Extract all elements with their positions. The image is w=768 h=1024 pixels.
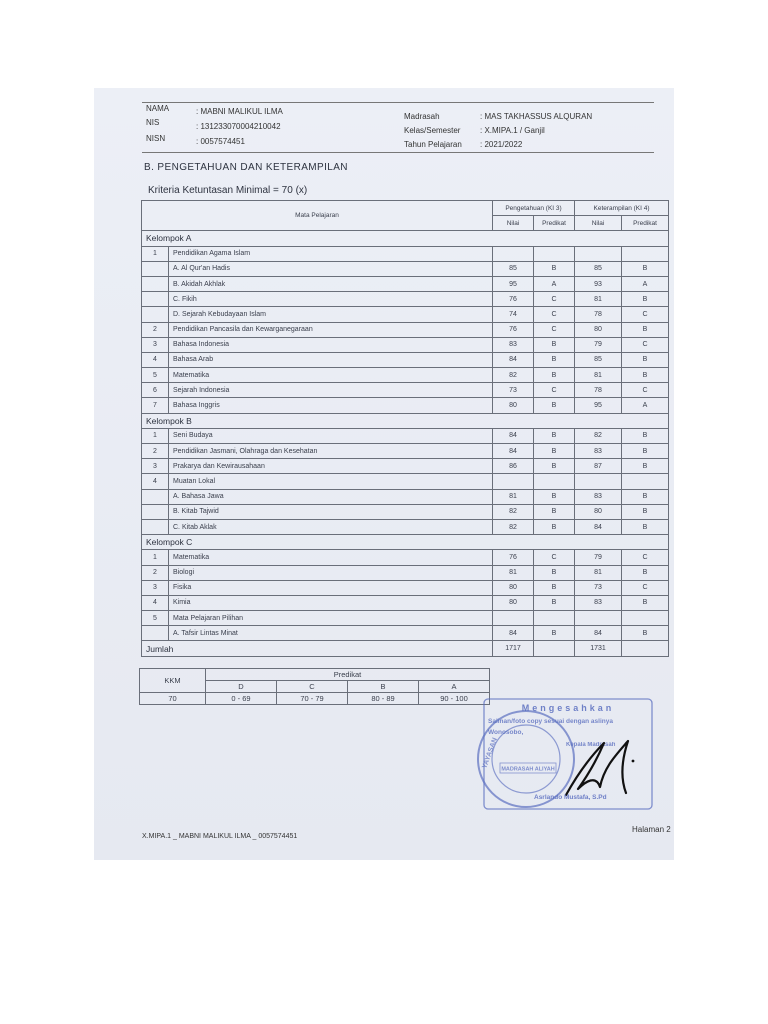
row-number xyxy=(142,292,169,307)
row-number: 1 xyxy=(142,550,169,565)
subject-row xyxy=(142,565,669,580)
subject-row xyxy=(142,504,669,519)
predikat-keterampilan: C xyxy=(622,383,669,398)
nilai-keterampilan: 95 xyxy=(575,398,622,413)
nilai-pengetahuan: 76 xyxy=(493,550,534,565)
nilai-keterampilan: 78 xyxy=(575,383,622,398)
subject-name: C. Fikih xyxy=(169,292,493,307)
subject-row xyxy=(142,307,669,322)
predikat-keterampilan: B xyxy=(622,626,669,641)
predikat-pengetahuan: B xyxy=(534,626,575,641)
row-number: 3 xyxy=(142,459,169,474)
predikat-keterampilan: B xyxy=(622,352,669,367)
predikat-pengetahuan: B xyxy=(534,504,575,519)
madrasah-value: : MAS TAKHASSUS ALQURAN xyxy=(480,112,593,121)
stamp-line-1: Salinan/foto copy sesuai dengan aslinya xyxy=(488,718,613,725)
jumlah-pengetahuan: 1717 xyxy=(493,641,534,656)
predikat-keterampilan: B xyxy=(622,489,669,504)
row-number: 4 xyxy=(142,352,169,367)
group-row xyxy=(142,413,669,428)
predikat-keterampilan: B xyxy=(622,565,669,580)
grade-a: A xyxy=(419,681,490,693)
row-number: 3 xyxy=(142,337,169,352)
tahun-value: : 2021/2022 xyxy=(480,140,523,149)
header-top-rule xyxy=(142,102,654,103)
signature xyxy=(566,741,628,795)
predikat-pengetahuan: B xyxy=(534,444,575,459)
row-number xyxy=(142,276,169,291)
nisn-label: NISN xyxy=(146,134,166,143)
predikat-keterampilan: B xyxy=(622,428,669,443)
subject-name: Biologi xyxy=(169,565,493,580)
row-number xyxy=(142,626,169,641)
subject-row xyxy=(142,474,669,489)
predikat-keterampilan xyxy=(622,611,669,626)
legalization-stamp xyxy=(476,697,656,812)
nilai-pengetahuan: 84 xyxy=(493,626,534,641)
subject-row xyxy=(142,292,669,307)
predikat-pengetahuan: A xyxy=(534,276,575,291)
nilai-pengetahuan: 81 xyxy=(493,489,534,504)
nilai-pengetahuan: 80 xyxy=(493,595,534,610)
predikat-keterampilan: C xyxy=(622,580,669,595)
jumlah-row xyxy=(142,641,669,656)
nilai-keterampilan xyxy=(575,611,622,626)
predikat-keterampilan: C xyxy=(622,337,669,352)
header-nilai-ki4: Nilai xyxy=(575,216,622,231)
nilai-keterampilan: 93 xyxy=(575,276,622,291)
header-keterampilan: Keterampilan (KI 4) xyxy=(575,201,669,216)
nilai-pengetahuan: 95 xyxy=(493,276,534,291)
nilai-pengetahuan: 86 xyxy=(493,459,534,474)
predikat-pengetahuan: B xyxy=(534,428,575,443)
predikat-pengetahuan: C xyxy=(534,292,575,307)
range-a: 90 - 100 xyxy=(419,693,490,705)
subject-name: Seni Budaya xyxy=(169,428,493,443)
row-number xyxy=(142,489,169,504)
predikat-pengetahuan: B xyxy=(534,352,575,367)
nilai-pengetahuan: 82 xyxy=(493,519,534,534)
subject-row xyxy=(142,611,669,626)
row-number xyxy=(142,261,169,276)
footer-text: X.MIPA.1 _ MABNI MALIKUL ILMA _ 0057574451 xyxy=(142,833,298,840)
group-b-label: Kelompok B xyxy=(142,413,669,428)
predikat-label: Predikat xyxy=(206,669,490,681)
stamp-inner-text: MADRASAH ALIYAH xyxy=(501,766,555,773)
group-row xyxy=(142,231,669,246)
subject-row xyxy=(142,246,669,261)
predikat-keterampilan: B xyxy=(622,368,669,383)
predikat-pengetahuan: C xyxy=(534,550,575,565)
row-number: 2 xyxy=(142,444,169,459)
header-bottom-rule xyxy=(142,152,654,153)
nilai-keterampilan xyxy=(575,246,622,261)
range-d: 0 - 69 xyxy=(206,693,277,705)
header-nilai-ki3: Nilai xyxy=(493,216,534,231)
nama-value: : MABNI MALIKUL ILMA xyxy=(196,107,283,116)
subject-row xyxy=(142,580,669,595)
subject-row xyxy=(142,398,669,413)
kkm-table xyxy=(139,668,490,705)
row-number: 5 xyxy=(142,368,169,383)
nilai-keterampilan: 84 xyxy=(575,626,622,641)
predikat-pengetahuan xyxy=(534,246,575,261)
predikat-pengetahuan: B xyxy=(534,261,575,276)
nilai-pengetahuan: 80 xyxy=(493,580,534,595)
nilai-keterampilan: 81 xyxy=(575,368,622,383)
nama-label: NAMA xyxy=(146,104,170,113)
subject-name: Pendidikan Agama Islam xyxy=(169,246,493,261)
nilai-keterampilan: 80 xyxy=(575,322,622,337)
nilai-keterampilan: 83 xyxy=(575,444,622,459)
nilai-pengetahuan: 82 xyxy=(493,504,534,519)
subject-row xyxy=(142,489,669,504)
subject-row xyxy=(142,459,669,474)
subject-row xyxy=(142,368,669,383)
nilai-keterampilan: 80 xyxy=(575,504,622,519)
nilai-pengetahuan xyxy=(493,246,534,261)
predikat-pengetahuan xyxy=(534,474,575,489)
subject-row xyxy=(142,519,669,534)
nilai-keterampilan: 79 xyxy=(575,550,622,565)
subject-name: Sejarah Indonesia xyxy=(169,383,493,398)
predikat-keterampilan: B xyxy=(622,444,669,459)
nilai-keterampilan: 83 xyxy=(575,595,622,610)
predikat-pengetahuan: B xyxy=(534,565,575,580)
row-number: 2 xyxy=(142,565,169,580)
header-mata-pelajaran: Mata Pelajaran xyxy=(142,201,493,231)
stamp-line-3: Kepala Madrasah xyxy=(566,742,616,748)
subject-name: B. Kitab Tajwid xyxy=(169,504,493,519)
nilai-keterampilan xyxy=(575,474,622,489)
nilai-pengetahuan: 82 xyxy=(493,368,534,383)
subject-name: A. Al Qur'an Hadis xyxy=(169,261,493,276)
row-number: 6 xyxy=(142,383,169,398)
subject-row xyxy=(142,626,669,641)
predikat-keterampilan: B xyxy=(622,519,669,534)
predikat-pengetahuan xyxy=(534,611,575,626)
nilai-pengetahuan: 84 xyxy=(493,444,534,459)
subject-name: Pendidikan Pancasila dan Kewarganegaraan xyxy=(169,322,493,337)
subject-name: A. Bahasa Jawa xyxy=(169,489,493,504)
subject-row xyxy=(142,595,669,610)
subject-row xyxy=(142,322,669,337)
row-number: 1 xyxy=(142,246,169,261)
stamp-seal-inner xyxy=(492,725,560,793)
nilai-keterampilan: 83 xyxy=(575,489,622,504)
stamp-signer: Asrlando Mustafa, S.Pd xyxy=(534,794,607,801)
subject-row xyxy=(142,444,669,459)
grade-c: C xyxy=(277,681,348,693)
predikat-pengetahuan: C xyxy=(534,307,575,322)
predikat-keterampilan: B xyxy=(622,459,669,474)
row-number xyxy=(142,307,169,322)
grade-b: B xyxy=(348,681,419,693)
nilai-pengetahuan: 81 xyxy=(493,565,534,580)
nilai-pengetahuan xyxy=(493,474,534,489)
predikat-keterampilan: B xyxy=(622,595,669,610)
nisn-value: : 0057574451 xyxy=(196,137,245,146)
subject-row xyxy=(142,383,669,398)
predikat-keterampilan xyxy=(622,246,669,261)
header-predikat-ki3: Predikat xyxy=(534,216,575,231)
predikat-keterampilan: C xyxy=(622,307,669,322)
nilai-keterampilan: 78 xyxy=(575,307,622,322)
grades-table xyxy=(141,200,669,657)
stamp-line-2: Wonosobo, xyxy=(488,729,524,736)
stamp-title: Mengesahkan xyxy=(521,703,615,713)
subject-name: A. Tafsir Lintas Minat xyxy=(169,626,493,641)
nilai-pengetahuan: 85 xyxy=(493,261,534,276)
nilai-pengetahuan: 84 xyxy=(493,352,534,367)
nilai-keterampilan: 85 xyxy=(575,352,622,367)
predikat-pengetahuan: B xyxy=(534,459,575,474)
jumlah-keterampilan: 1731 xyxy=(575,641,622,656)
nilai-pengetahuan: 83 xyxy=(493,337,534,352)
row-number: 4 xyxy=(142,595,169,610)
range-c: 70 - 79 xyxy=(277,693,348,705)
predikat-pengetahuan: B xyxy=(534,580,575,595)
subject-name: Fisika xyxy=(169,580,493,595)
nilai-pengetahuan: 80 xyxy=(493,398,534,413)
grade-d: D xyxy=(206,681,277,693)
kelas-label: Kelas/Semester xyxy=(404,126,461,135)
subject-name: Kimia xyxy=(169,595,493,610)
predikat-keterampilan: B xyxy=(622,504,669,519)
row-number: 5 xyxy=(142,611,169,626)
subject-row xyxy=(142,261,669,276)
predikat-pengetahuan: B xyxy=(534,368,575,383)
row-number: 7 xyxy=(142,398,169,413)
predikat-keterampilan xyxy=(622,474,669,489)
subject-name: Bahasa Inggris xyxy=(169,398,493,413)
group-a-label: Kelompok A xyxy=(142,231,669,246)
subject-row xyxy=(142,276,669,291)
group-c-label: Kelompok C xyxy=(142,535,669,550)
predikat-pengetahuan: B xyxy=(534,595,575,610)
predikat-pengetahuan: C xyxy=(534,383,575,398)
predikat-keterampilan: C xyxy=(622,550,669,565)
nilai-keterampilan: 79 xyxy=(575,337,622,352)
subject-row xyxy=(142,428,669,443)
subject-name: B. Akidah Akhlak xyxy=(169,276,493,291)
kkm-title: Kriteria Ketuntasan Minimal = 70 (x) xyxy=(148,185,308,196)
nilai-keterampilan: 81 xyxy=(575,292,622,307)
subject-name: Bahasa Indonesia xyxy=(169,337,493,352)
nilai-pengetahuan: 74 xyxy=(493,307,534,322)
predikat-keterampilan: A xyxy=(622,398,669,413)
row-number xyxy=(142,519,169,534)
header-predikat-ki4: Predikat xyxy=(622,216,669,231)
nilai-pengetahuan: 76 xyxy=(493,292,534,307)
nilai-pengetahuan xyxy=(493,611,534,626)
row-number: 1 xyxy=(142,428,169,443)
row-number xyxy=(142,504,169,519)
subject-row xyxy=(142,550,669,565)
nilai-pengetahuan: 73 xyxy=(493,383,534,398)
subject-name: Mata Pelajaran Pilihan xyxy=(169,611,493,626)
kelas-value: : X.MIPA.1 / Ganjil xyxy=(480,126,545,135)
group-row xyxy=(142,535,669,550)
subject-row xyxy=(142,352,669,367)
nilai-keterampilan: 81 xyxy=(575,565,622,580)
stamp-ring-text: YAYASAN xyxy=(481,736,499,770)
predikat-pengetahuan: C xyxy=(534,322,575,337)
grades-body xyxy=(142,231,669,656)
subject-name: C. Kitab Aklak xyxy=(169,519,493,534)
nilai-pengetahuan: 84 xyxy=(493,428,534,443)
predikat-pengetahuan: B xyxy=(534,519,575,534)
jumlah-label: Jumlah xyxy=(142,641,493,656)
predikat-keterampilan: A xyxy=(622,276,669,291)
nis-label: NIS xyxy=(146,118,160,127)
subject-row xyxy=(142,337,669,352)
predikat-pengetahuan: B xyxy=(534,489,575,504)
subject-name: Matematika xyxy=(169,368,493,383)
nilai-pengetahuan: 76 xyxy=(493,322,534,337)
row-number: 2 xyxy=(142,322,169,337)
predikat-keterampilan: B xyxy=(622,322,669,337)
row-number: 4 xyxy=(142,474,169,489)
predikat-pengetahuan: B xyxy=(534,398,575,413)
nilai-keterampilan: 87 xyxy=(575,459,622,474)
page-number: Halaman 2 xyxy=(632,825,671,834)
subject-name: Muatan Lokal xyxy=(169,474,493,489)
jumlah-empty xyxy=(534,641,575,656)
section-title: B. PENGETAHUAN DAN KETERAMPILAN xyxy=(144,162,348,173)
tahun-label: Tahun Pelajaran xyxy=(404,140,462,149)
nilai-keterampilan: 73 xyxy=(575,580,622,595)
predikat-keterampilan: B xyxy=(622,292,669,307)
header-pengetahuan: Pengetahuan (KI 3) xyxy=(493,201,575,216)
nilai-keterampilan: 82 xyxy=(575,428,622,443)
range-b: 80 - 89 xyxy=(348,693,419,705)
nilai-keterampilan: 84 xyxy=(575,519,622,534)
row-number: 3 xyxy=(142,580,169,595)
kkm-label: KKM xyxy=(140,669,206,693)
predikat-pengetahuan: B xyxy=(534,337,575,352)
subject-name: D. Sejarah Kebudayaan Islam xyxy=(169,307,493,322)
subject-name: Matematika xyxy=(169,550,493,565)
subject-name: Pendidikan Jasmani, Olahraga dan Kesehatan xyxy=(169,444,493,459)
subject-name: Prakarya dan Kewirausahaan xyxy=(169,459,493,474)
subject-name: Bahasa Arab xyxy=(169,352,493,367)
nilai-keterampilan: 85 xyxy=(575,261,622,276)
jumlah-empty xyxy=(622,641,669,656)
nis-value: : 131233070004210042 xyxy=(196,122,281,131)
madrasah-label: Madrasah xyxy=(404,112,440,121)
predikat-keterampilan: B xyxy=(622,261,669,276)
kkm-value: 70 xyxy=(140,693,206,705)
